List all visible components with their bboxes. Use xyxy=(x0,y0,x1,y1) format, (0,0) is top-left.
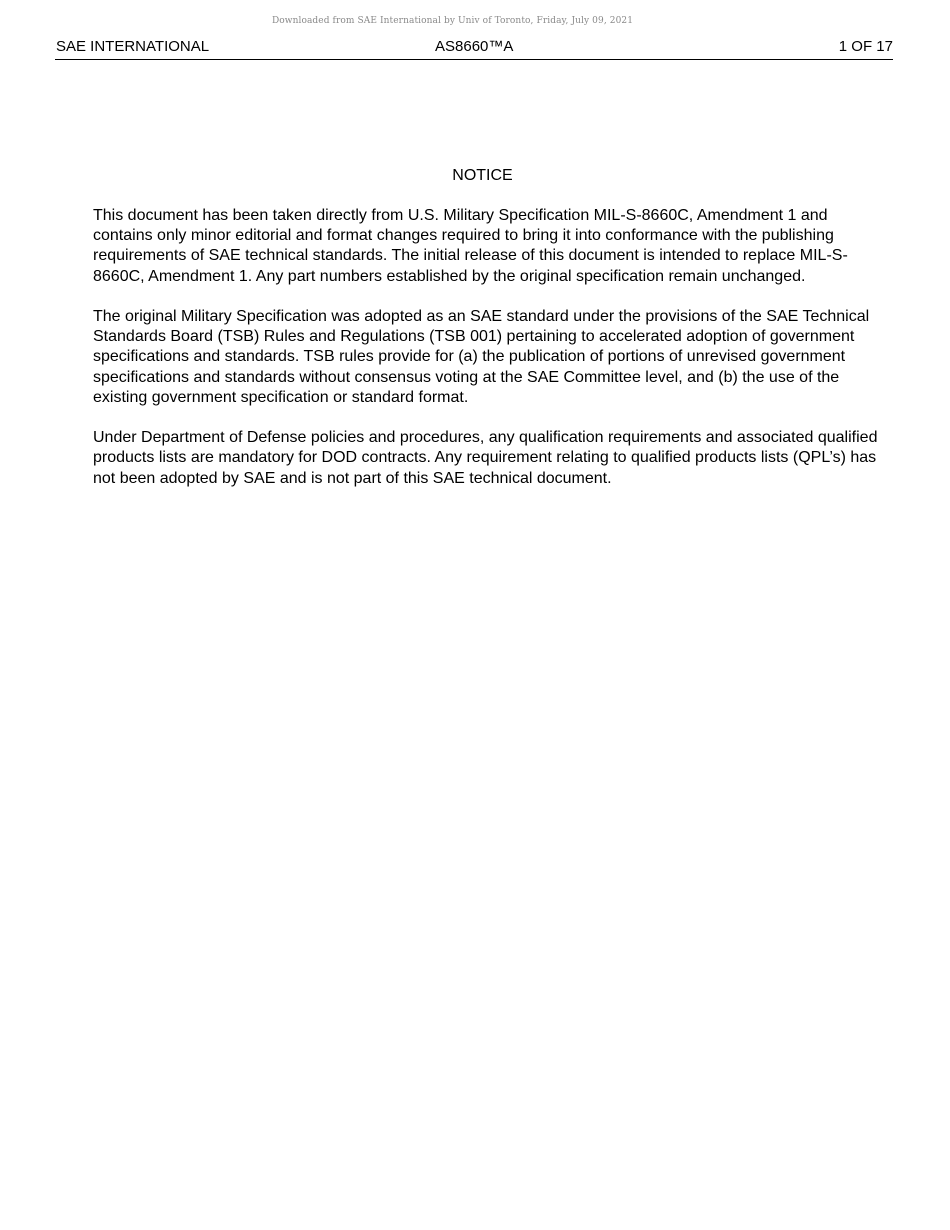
header-publisher: SAE INTERNATIONAL xyxy=(56,38,210,55)
notice-paragraph: This document has been taken directly from U.S. Military Specification MIL-S-8660C, Amendment 1 and contains only minor editorial and format changes required to bring it into conformance with the publishing requirements of SAE technical standards. The initial release of this document is intended to replace MIL-S-8660C, Amendment 1. Any part numbers established by the original specification remain unchanged. xyxy=(93,207,848,285)
download-watermark-note: Downloaded from SAE International by Univ of Toronto, Friday, July 09, 2021 xyxy=(271,16,634,26)
notice-paragraph: Under Department of Defense policies and procedures, any qualification requirements and associated qualified products lists are mandatory for DOD contracts. Any requirement relating to qualified products lists (QPL’s) has not been adopted by SAE and is not part of this SAE technical document. xyxy=(93,429,878,487)
notice-body xyxy=(93,206,883,509)
header-document-id: AS8660™A xyxy=(435,38,514,55)
page-header xyxy=(55,38,893,60)
header-page-indicator: 1 OF 17 xyxy=(838,38,893,55)
notice-title: NOTICE xyxy=(452,167,513,184)
notice-paragraph: The original Military Specification was adopted as an SAE standard under the provisions of the SAE Technical Standards Board (TSB) Rules and Regulations (TSB 001) pertaining to accelerated adoption of government specifications and standards. TSB rules provide for (a) the publication of portions of unrevised government specifications and standards without consensus voting at the SAE Committee level, and (b) the use of the existing government specification or standard format. xyxy=(93,308,870,406)
